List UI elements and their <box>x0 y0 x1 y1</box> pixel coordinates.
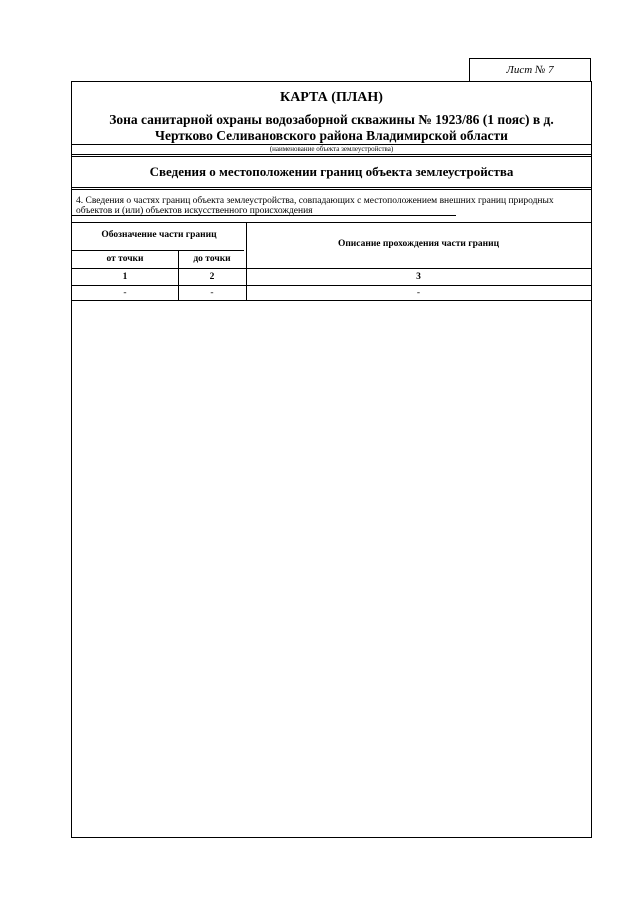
table-header-to: до точки <box>193 254 231 264</box>
object-name-caption: (наименование объекта землеустройства) <box>269 145 394 153</box>
table-top-border <box>72 222 591 223</box>
divider <box>72 189 591 190</box>
document-frame <box>71 81 592 838</box>
divider <box>72 187 591 188</box>
divider <box>72 156 591 157</box>
divider <box>72 154 591 155</box>
document-title: КАРТА (ПЛАН) <box>280 90 383 105</box>
table-line <box>72 285 591 286</box>
table-line <box>72 250 244 251</box>
table-cell-from: - <box>123 288 127 298</box>
table-col-number: 3 <box>416 272 421 282</box>
object-name: Зона санитарной охраны водозаборной скважины № 1923/86 (1 пояс) в д. Чертково Селивановского района Владимирской области <box>109 112 554 143</box>
section-title: Сведения о местоположении границ объекта землеустройства <box>149 164 514 179</box>
table-header-from: от точки <box>106 254 144 264</box>
note-underline <box>72 215 456 216</box>
table-cell-to: - <box>210 288 214 298</box>
table-header-description: Описание прохождения части границ <box>337 239 500 249</box>
table-col-number: 2 <box>209 272 215 282</box>
table-cell-description: - <box>416 288 421 298</box>
table-line <box>72 268 591 269</box>
table-bottom-border <box>72 300 591 301</box>
table-group-header: Обозначение части границ <box>101 230 217 240</box>
table-col-number: 1 <box>122 272 128 282</box>
section-note: 4. Сведения о частях границ объекта землеустройства, совпадающих с местоположением внешних границ природных объектов и (или) объектов искусственного происхождения <box>76 196 554 216</box>
sheet-number: Лист № 7 <box>469 58 591 82</box>
